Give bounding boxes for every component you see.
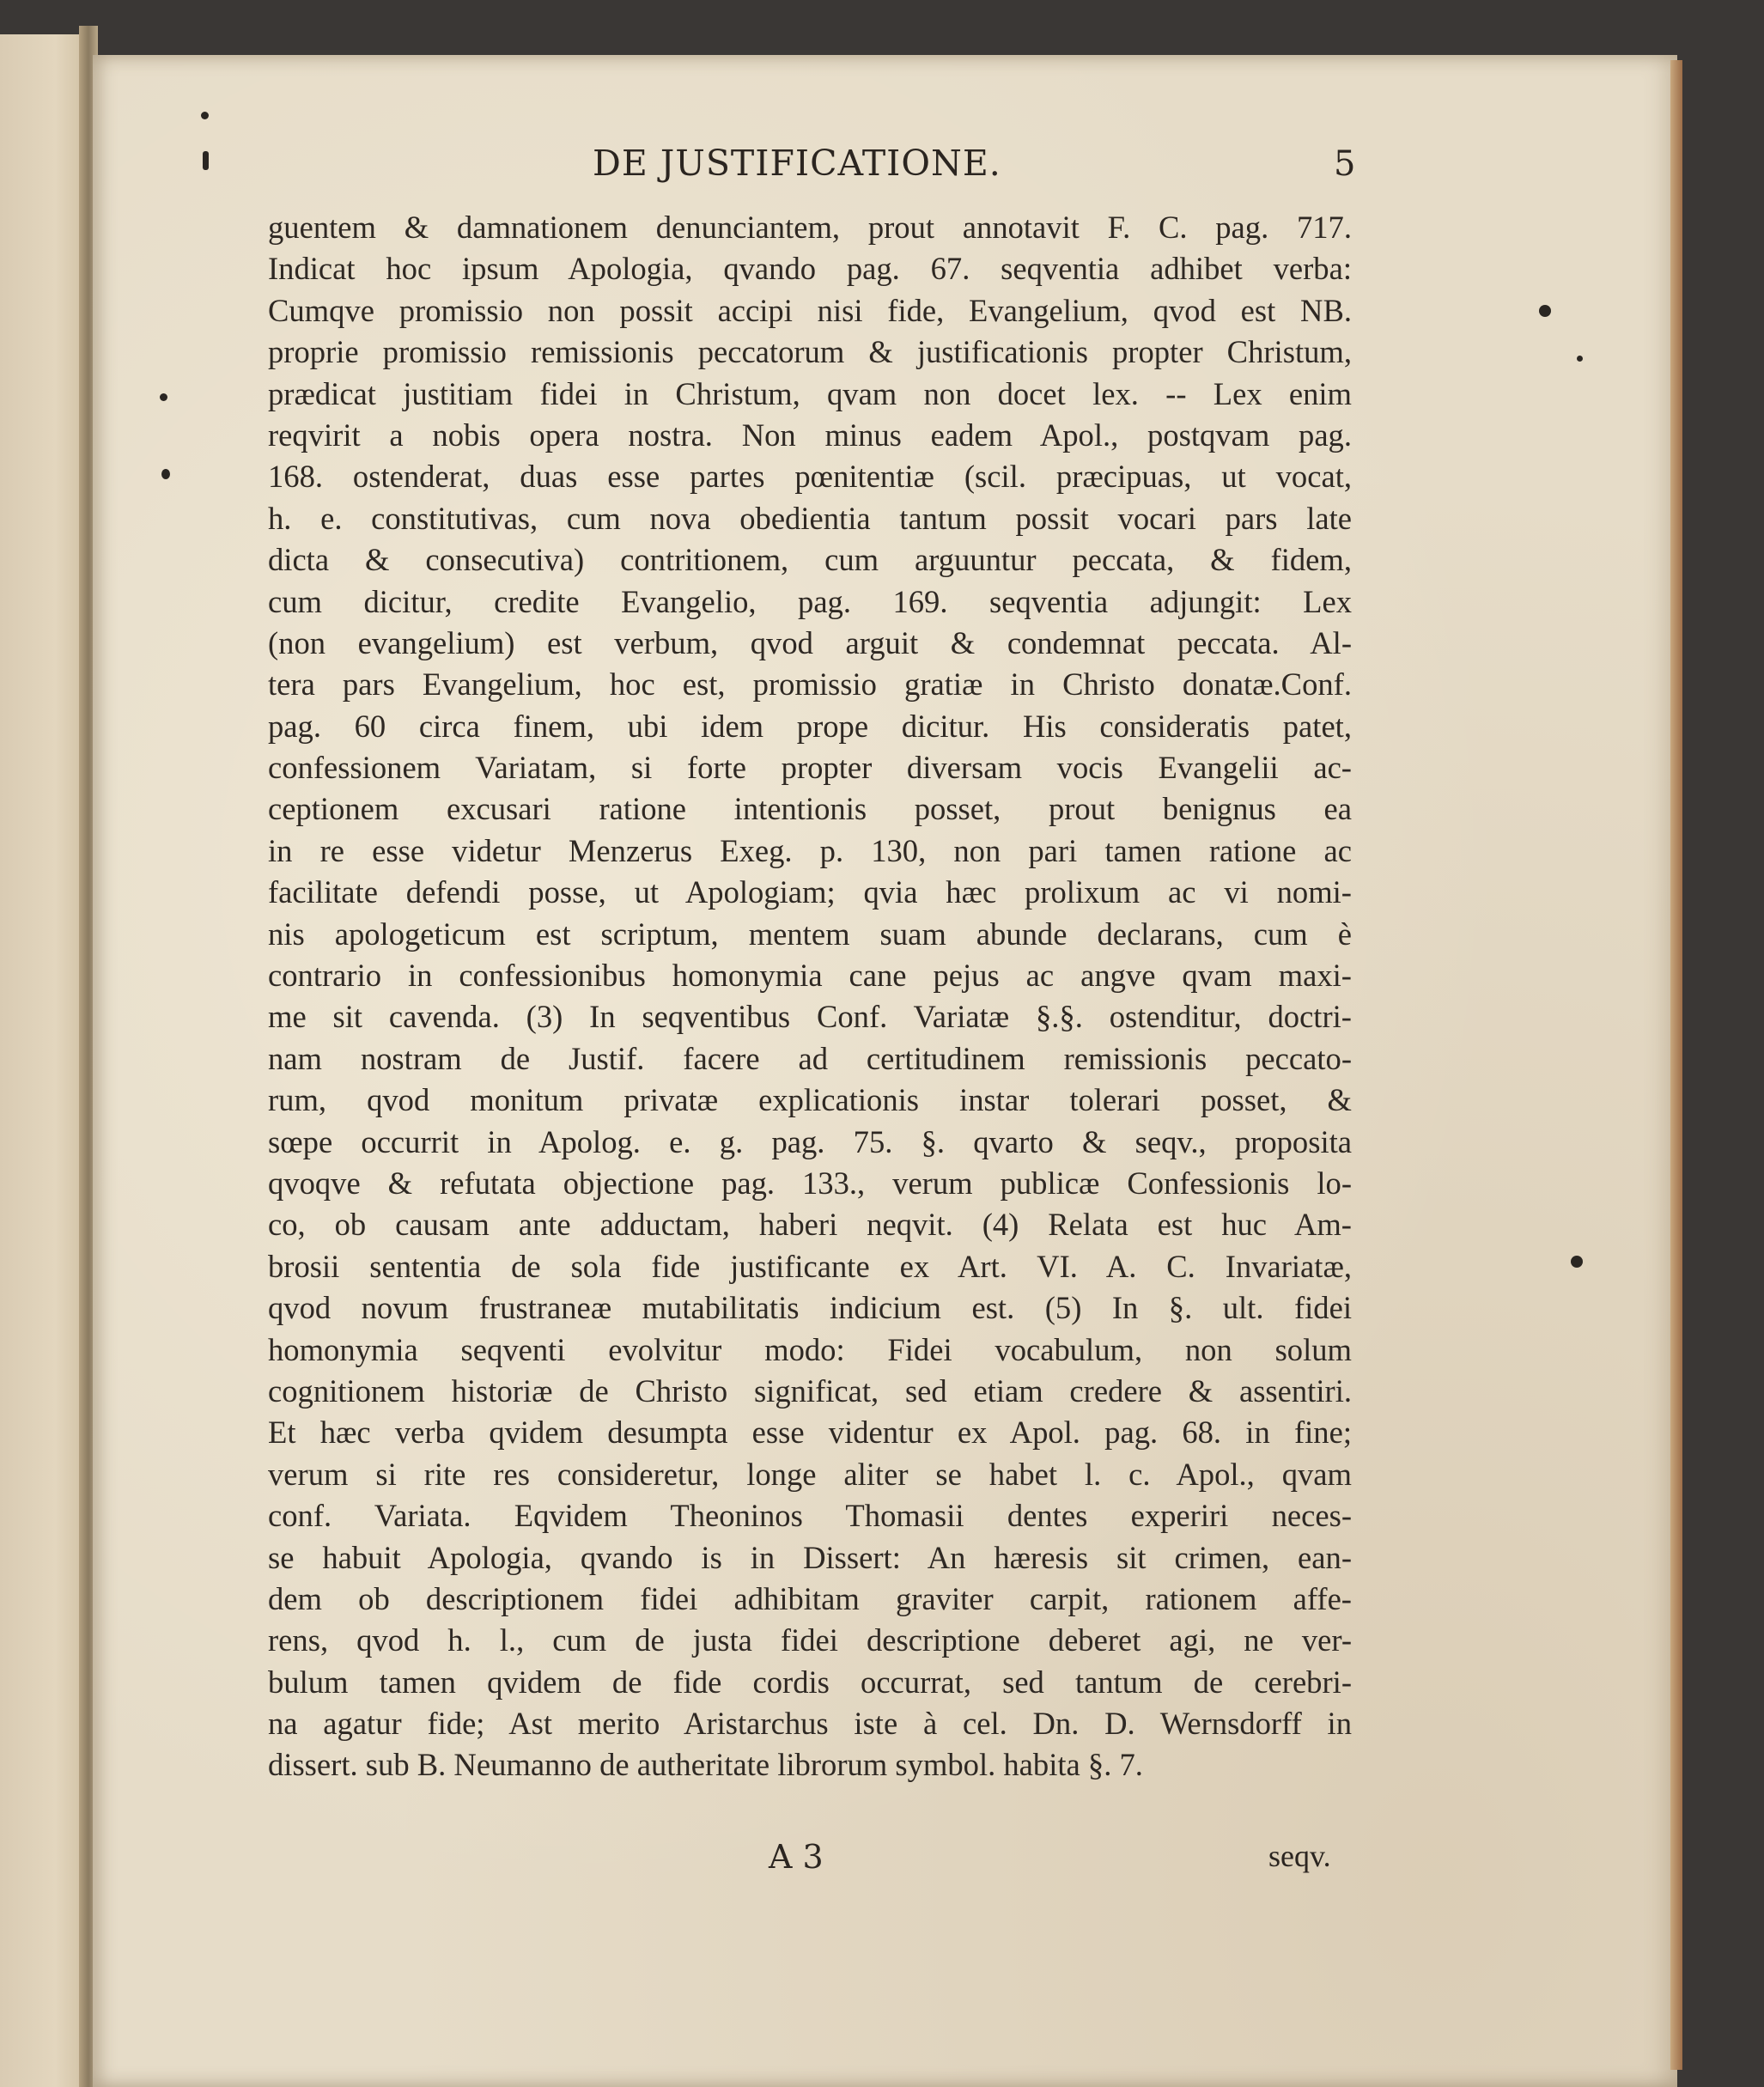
text-line: Cumqve promissio non possit accipi nisi fide, Evangelium, qvod est NB.	[268, 292, 1352, 328]
text-line: pag. 60 circa finem, ubi idem prope dicitur. His consideratis patet,	[268, 708, 1352, 744]
signature-mark: A 3	[769, 1838, 824, 1876]
ink-speck	[203, 151, 209, 170]
text-line: proprie promissio remissionis peccatorum & justificationis propter Christum,	[268, 334, 1352, 370]
text-line: dissert. sub B. Neumanno de autheritate librorum symbol. habita §. 7.	[268, 1747, 1143, 1783]
text-line: nis apologeticum est scriptum, mentem suam abunde declarans, cum è	[268, 916, 1352, 952]
text-line: facilitate defendi posse, ut Apologiam; qvia hæc prolixum ac vi nomi-	[268, 874, 1352, 910]
text-line: sœpe occurrit in Apolog. e. g. pag. 75. §. qvarto & seqv., proposita	[268, 1123, 1352, 1159]
text-line: guentem & damnationem denunciantem, prout annotavit F. C. pag. 717.	[268, 210, 1352, 245]
text-line: na agatur fide; Ast merito Aristarchus iste à cel. Dn. D. Wernsdorff in	[268, 1706, 1352, 1742]
text-line: verum si rite res consideretur, longe aliter se habet l. c. Apol., qvam	[268, 1456, 1352, 1492]
text-line: in re esse videtur Menzerus Exeg. p. 130, non pari tamen ratione ac	[268, 832, 1352, 868]
text-line: reqvirit a nobis opera nostra. Non minus eadem Apol., postqvam pag.	[268, 417, 1352, 453]
text-line: se habuit Apologia, qvando is in Dissert: An hæresis sit crimen, ean-	[268, 1539, 1352, 1575]
page-fore-edge	[1670, 60, 1682, 2070]
catchword: seqv.	[1268, 1839, 1331, 1873]
page-number: 5	[1334, 144, 1356, 184]
text-line: nam nostram de Justif. facere ad certitudinem remissionis peccato-	[268, 1040, 1352, 1076]
ink-speck	[161, 469, 170, 479]
text-line: me sit cavenda. (3) In seqventibus Conf. Variatæ §.§. ostenditur, doctri-	[268, 999, 1352, 1035]
text-line: bulum tamen qvidem de fide cordis occurrat, sed tantum de cerebri-	[268, 1664, 1352, 1700]
body-text	[268, 207, 1352, 1786]
text-line: qvoqve & refutata objectione pag. 133., verum publicæ Confessionis lo-	[268, 1165, 1352, 1201]
ink-speck	[1577, 356, 1583, 362]
text-line: Indicat hoc ipsum Apologia, qvando pag. 67. seqventia adhibet verba:	[268, 251, 1352, 287]
ink-speck	[1539, 305, 1551, 317]
text-line: contrario in confessionibus homonymia cane pejus ac angve qvam maxi-	[268, 958, 1352, 994]
ink-speck	[1571, 1256, 1583, 1268]
text-line: conf. Variata. Eqvidem Theoninos Thomasii dentes experiri neces-	[268, 1498, 1352, 1534]
text-line: tera pars Evangelium, hoc est, promissio gratiæ in Christo donatæ.Conf.	[268, 666, 1352, 703]
text-line: dicta & consecutiva) contritionem, cum arguuntur peccata, & fidem,	[268, 542, 1352, 578]
text-line: 168. ostenderat, duas esse partes pœnitentiæ (scil. præcipuas, ut vocat,	[268, 459, 1352, 495]
text-line: confessionem Variatam, si forte propter diversam vocis Evangelii ac-	[268, 750, 1352, 786]
text-line: co, ob causam ante adductam, haberi neqvit. (4) Relata est huc Am-	[268, 1207, 1352, 1243]
text-line: cum dicitur, credite Evangelio, pag. 169. seqventia adjungit: Lex	[268, 583, 1352, 619]
running-head: DE JUSTIFICATIONE.	[593, 143, 1001, 184]
ink-speck	[160, 393, 167, 401]
text-line: (non evangelium) est verbum, qvod arguit & condemnat peccata. Al-	[268, 624, 1352, 660]
text-line: prædicat justitiam fidei in Christum, qvam non docet lex. -- Lex enim	[268, 375, 1352, 411]
text-line: ceptionem excusari ratione intentionis posset, prout benignus ea	[268, 791, 1352, 827]
text-line: dem ob descriptionem fidei adhibitam graviter carpit, rationem affe-	[268, 1580, 1352, 1616]
text-line: rens, qvod h. l., cum de justa fidei descriptione deberet agi, ne ver-	[268, 1622, 1352, 1658]
text-line: Et hæc verba qvidem desumpta esse videntur ex Apol. pag. 68. in fine;	[268, 1415, 1352, 1451]
text-line: cognitionem historiæ de Christo significat, sed etiam credere & assentiri.	[268, 1372, 1352, 1409]
text-line: qvod novum frustraneæ mutabilitatis indicium est. (5) In §. ult. fidei	[268, 1290, 1352, 1326]
text-line: rum, qvod monitum privatæ explicationis instar tolerari posset, &	[268, 1082, 1352, 1118]
text-line: homonymia seqventi evolvitur modo: Fidei vocabulum, non solum	[268, 1331, 1352, 1367]
text-line: h. e. constitutivas, cum nova obedientia tantum possit vocari pars late	[268, 500, 1352, 536]
text-line: brosii sententia de sola fide justificante ex Art. VI. A. C. Invariatæ,	[268, 1248, 1352, 1284]
ink-speck	[201, 112, 209, 119]
